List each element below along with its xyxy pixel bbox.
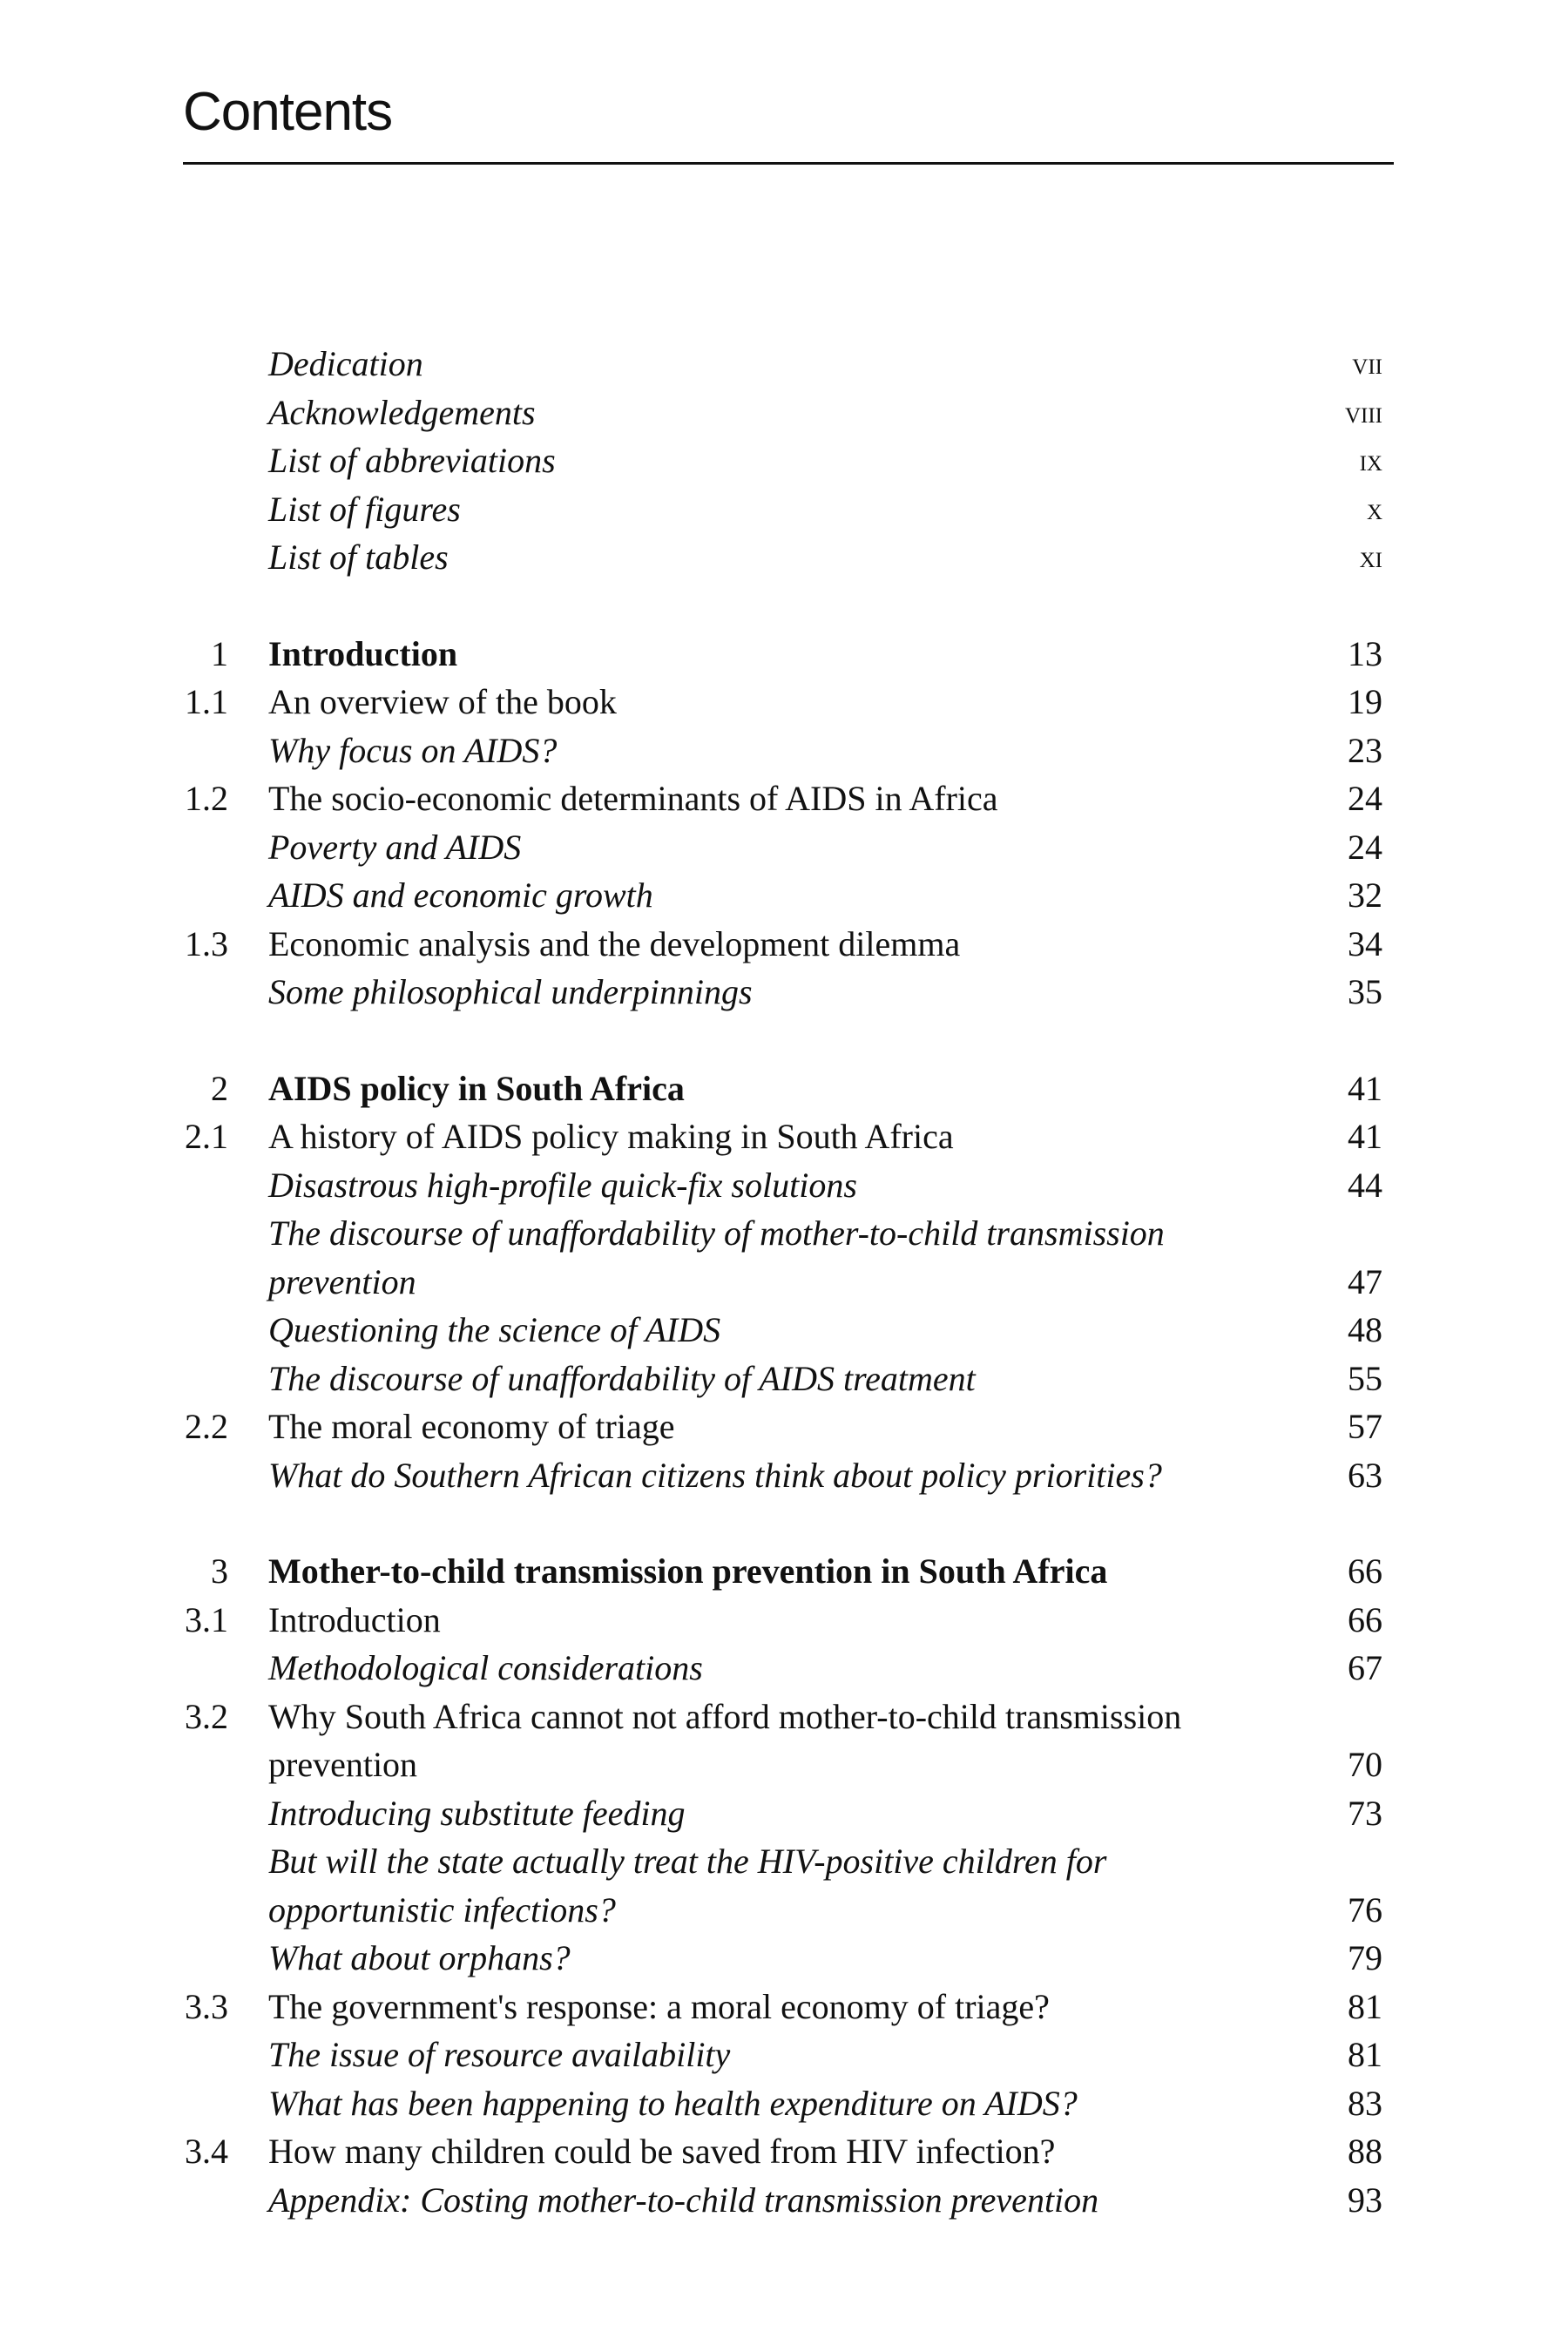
entry-page-number: 81 [1348, 2035, 1382, 2074]
entry-page-number: 13 [1348, 633, 1382, 673]
toc-entry [0, 1112, 1568, 1161]
entry-page-number: 63 [1348, 1455, 1382, 1495]
toc-entry [0, 1161, 1568, 1210]
entry-page-number: 55 [1348, 1358, 1382, 1398]
entry-title: The government's response: a moral economy of triage? [268, 1986, 1050, 2026]
entry-title: Methodological considerations [268, 1648, 703, 1687]
page-title: Contents [183, 82, 393, 142]
toc-entry [0, 1789, 1568, 1838]
entry-page-number: 76 [1348, 1889, 1382, 1930]
entry-title: Mother-to-child transmission prevention in South Africa [268, 1551, 1108, 1591]
entry-page-number: 67 [1348, 1648, 1382, 1687]
entry-page-number: 41 [1348, 1068, 1382, 1108]
toc-entry [0, 436, 1568, 485]
entry-title: Why focus on AIDS? [268, 730, 558, 770]
entry-page-number: 57 [1348, 1407, 1382, 1446]
entry-number: 2.1 [185, 1117, 228, 1156]
entry-title: Economic analysis and the development dilemma [268, 923, 961, 963]
toc-entry [0, 1547, 1568, 1596]
toc-entry [0, 727, 1568, 775]
entry-title: Introduction [268, 1599, 441, 1639]
entry-title: Dedication [268, 344, 423, 383]
entry-title: Some philosophical underpinnings [268, 972, 753, 1011]
toc-entry [0, 1064, 1568, 1113]
entry-number: 2 [211, 1068, 228, 1108]
entry-page-number: 81 [1348, 1986, 1382, 2026]
entry-page-number: 47 [1348, 1261, 1382, 1301]
toc-entry [0, 1451, 1568, 1500]
entry-page-number: 24 [1348, 827, 1382, 867]
toc-entry [0, 533, 1568, 582]
toc-entry [0, 340, 1568, 389]
entry-title: A history of AIDS policy making in South Africa [268, 1117, 954, 1156]
entry-title: The discourse of unaffordability of AIDS treatment [268, 1358, 976, 1398]
entry-page-number: 32 [1348, 875, 1382, 915]
toc-entry [0, 823, 1568, 872]
entry-title: But will the state actually treat the HIV-positive children for opportunistic infections? [268, 1842, 1107, 1930]
entry-title: List of tables [268, 537, 449, 577]
entry-page-number: 70 [1348, 1745, 1382, 1784]
toc-entry [0, 2127, 1568, 2176]
toc-entry [0, 1837, 1568, 1934]
entry-title: Disastrous high-profile quick-fix solutions [268, 1165, 857, 1205]
entry-title: What has been happening to health expenditure on AIDS? [268, 2083, 1078, 2123]
entry-number: 3.3 [185, 1986, 228, 2026]
toc-entry [0, 1644, 1568, 1693]
entry-number: 2.2 [185, 1407, 228, 1446]
entry-page-number: 73 [1348, 1793, 1382, 1833]
entry-page-number: 66 [1348, 1551, 1382, 1591]
toc-entry [0, 2176, 1568, 2225]
entry-title: List of figures [268, 489, 461, 529]
entry-number: 1.1 [185, 682, 228, 721]
entry-page-number: 34 [1348, 923, 1382, 963]
toc-entry [0, 678, 1568, 727]
toc-entry [0, 630, 1568, 679]
entry-page-number: 23 [1348, 730, 1382, 770]
toc-section [0, 1547, 1568, 2224]
entry-number: 1 [211, 633, 228, 673]
toc-entry [0, 1402, 1568, 1451]
toc-entry [0, 2031, 1568, 2079]
entry-number: 3.4 [185, 2132, 228, 2171]
entry-page-number: 66 [1348, 1599, 1382, 1639]
toc-entry [0, 389, 1568, 437]
entry-title: Introduction [268, 633, 458, 673]
toc-section [0, 630, 1568, 1017]
entry-title: AIDS and economic growth [268, 875, 653, 915]
entry-title: Appendix: Costing mother-to-child transmission prevention [268, 2180, 1099, 2220]
entry-page-number: 41 [1348, 1117, 1382, 1156]
entry-page-number: 79 [1348, 1938, 1382, 1977]
entry-title: The discourse of unaffordability of mother-to-child transmission prevention [268, 1213, 1165, 1301]
entry-page-number: x [1366, 490, 1382, 526]
entry-title: What about orphans? [268, 1938, 571, 1977]
entry-title: The issue of resource availability [268, 2035, 731, 2074]
toc-section [0, 340, 1568, 582]
entry-page-number: vii [1352, 346, 1382, 381]
entry-page-number: xi [1359, 539, 1382, 574]
toc-entry [0, 1693, 1568, 1789]
toc-entry [0, 774, 1568, 823]
entry-title: The socio-economic determinants of AIDS in Africa [268, 779, 998, 818]
toc-entry [0, 2079, 1568, 2128]
entry-title: Acknowledgements [268, 392, 536, 432]
entry-page-number: 24 [1348, 779, 1382, 818]
entry-page-number: ix [1359, 443, 1382, 477]
entry-title: What do Southern African citizens think about policy priorities? [268, 1455, 1162, 1495]
toc-entry [0, 1934, 1568, 1983]
toc-entry [0, 485, 1568, 534]
entry-number: 3 [211, 1551, 228, 1591]
toc-entry [0, 871, 1568, 920]
entry-title: Poverty and AIDS [268, 827, 522, 867]
entry-page-number: 35 [1348, 972, 1382, 1011]
toc-entry [0, 1209, 1568, 1306]
entry-title: Questioning the science of AIDS [268, 1310, 721, 1349]
entry-title: The moral economy of triage [268, 1407, 675, 1446]
entry-title: List of abbreviations [268, 441, 556, 480]
entry-title: Why South Africa cannot not afford mother-to-child transmission prevention [268, 1696, 1182, 1784]
entry-number: 3.2 [185, 1696, 228, 1736]
entry-page-number: 48 [1348, 1310, 1382, 1349]
toc-entry [0, 1306, 1568, 1355]
toc-entry [0, 920, 1568, 969]
title-rule [183, 162, 1394, 165]
entry-title: How many children could be saved from HIV infection? [268, 2132, 1056, 2171]
toc-section [0, 1064, 1568, 1500]
entry-title: Introducing substitute feeding [268, 1793, 686, 1833]
entry-page-number: 19 [1348, 682, 1382, 721]
entry-page-number: 93 [1348, 2180, 1382, 2220]
entry-number: 3.1 [185, 1599, 228, 1639]
toc-entry [0, 1596, 1568, 1645]
toc-entry [0, 1355, 1568, 1403]
toc-entry [0, 968, 1568, 1017]
entry-page-number: viii [1344, 394, 1382, 429]
entry-page-number: 83 [1348, 2083, 1382, 2123]
toc-entry [0, 1983, 1568, 2031]
entry-page-number: 88 [1348, 2132, 1382, 2171]
table-of-contents [0, 340, 1568, 2272]
entry-number: 1.3 [185, 923, 228, 963]
entry-number: 1.2 [185, 779, 228, 818]
entry-page-number: 44 [1348, 1165, 1382, 1205]
entry-title: AIDS policy in South Africa [268, 1068, 685, 1108]
entry-title: An overview of the book [268, 682, 617, 721]
